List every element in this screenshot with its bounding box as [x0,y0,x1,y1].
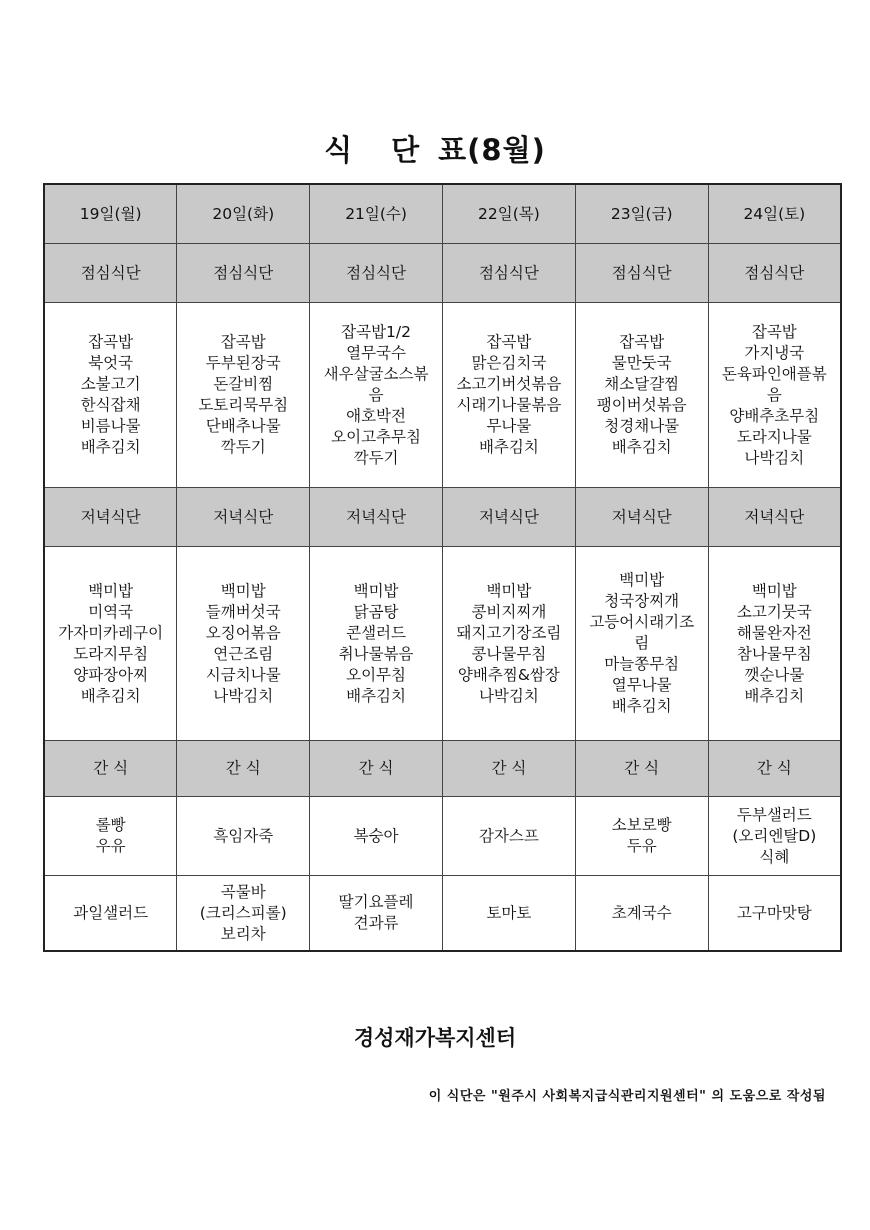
menu-item: 도라지나물 [736,427,812,446]
menu-item: 해물완자전 [736,623,812,642]
menu-item: 복숭아 [353,826,399,845]
lunch-label-cell: 점심식단 [44,244,177,303]
menu-item: 닭곰탕 [353,602,399,621]
menu-item: 흑임자죽 [213,826,274,845]
menu-item: 도라지무침 [73,644,149,663]
dinner-cell [442,547,575,741]
menu-item: 두부된장국 [205,354,281,372]
menu-item: 고구마맛탕 [736,903,812,922]
menu-item: 림 [634,634,650,652]
menu-item: 돼지고기장조림 [456,623,562,642]
menu-item: 콩나물무침 [471,644,547,663]
day-header-cell: 20일(화) [177,184,310,244]
day-header-cell: 23일(금) [575,184,708,244]
menu-item: 보리차 [220,924,266,943]
menu-item: 백미밥 [619,571,665,589]
dinner-cell [177,547,310,741]
menu-item: (크리스피롤) [199,903,287,922]
menu-item: 우유 [95,837,126,855]
dinner-label-row [44,488,841,547]
title-part-2: 단 [391,133,421,167]
snack2-cell [177,876,310,952]
day-header-cell: 22일(목) [442,184,575,244]
menu-item: 과일샐러드 [73,903,149,922]
menu-item: 새우살굴소스볶 [323,364,429,383]
menu-item: 잡곡밥 [220,333,266,351]
menu-item: 소보로빵 [611,816,672,834]
menu-item: 백미밥 [88,581,134,600]
menu-item: 배추김치 [611,438,672,456]
snack1-cell [708,797,841,876]
menu-item: 취나물볶음 [338,644,414,663]
lunch-label-cell: 점심식단 [575,244,708,303]
title-part-1: 식 [324,133,354,167]
lunch-cell [575,303,708,488]
snack2-cell [708,876,841,952]
lunch-label-cell: 점심식단 [310,244,443,303]
menu-item: 채소달걀찜 [604,375,680,393]
menu-item: 오이고추무침 [331,427,421,446]
menu-item: 두부샐러드 [736,805,812,824]
snack-label-cell: 간 식 [44,741,177,797]
dinner-cell [44,547,177,741]
dinner-label-cell: 저녁식단 [177,488,310,547]
lunch-cell [44,303,177,488]
menu-item: 나박김치 [213,686,274,705]
snack2-cell [575,876,708,952]
menu-item: 초계국수 [611,903,672,922]
menu-item: 백미밥 [486,581,532,600]
menu-item: (오리엔탈D) [732,826,817,845]
snack-label-cell: 간 식 [575,741,708,797]
dinner-cell [708,547,841,741]
menu-item: 연근조림 [213,644,274,663]
menu-item: 열무나물 [611,676,672,694]
menu-item: 토마토 [486,903,532,922]
menu-item: 돈육파인애플볶 [721,364,827,383]
menu-item: 음 [766,385,782,404]
menu-item: 들깨버섯국 [205,602,281,621]
menu-item: 나박김치 [744,448,805,467]
page-title [0,128,870,169]
menu-item: 시금치나물 [205,665,281,684]
menu-item: 단배추나물 [205,417,281,435]
menu-item: 나박김치 [478,686,539,705]
menu-item: 잡곡밥 [619,333,665,351]
menu-item: 돈갈비찜 [213,375,274,393]
lunch-label-cell: 점심식단 [177,244,310,303]
menu-item: 마늘쫑무침 [604,655,680,673]
dinner-row [44,547,841,741]
snack1-cell [44,797,177,876]
lunch-cell [442,303,575,488]
dinner-cell [310,547,443,741]
menu-item: 애호박전 [346,406,407,425]
menu-item: 곡물바 [220,882,266,901]
menu-item: 롤빵 [95,816,126,834]
snack1-cell [575,797,708,876]
day-header-cell: 24일(토) [708,184,841,244]
day-header-cell: 19일(월) [44,184,177,244]
menu-item: 물만둣국 [611,354,672,372]
dinner-label-cell: 저녁식단 [44,488,177,547]
menu-item: 잡곡밥 [486,333,532,351]
menu-item: 견과류 [353,914,399,932]
menu-item: 백미밥 [220,581,266,600]
dinner-cell [575,547,708,741]
menu-item: 비름나물 [80,417,141,435]
lunch-cell [310,303,443,488]
menu-item: 감자스프 [478,826,539,845]
menu-item: 잡곡밥 [751,322,797,341]
menu-item: 팽이버섯볶음 [596,396,687,414]
snack1-row [44,797,841,876]
footnote: 이 식단은 "원주시 사회복지급식관리지원센터" 의 도움으로 작성됨 [428,1089,826,1104]
menu-item: 청국장찌개 [604,592,680,610]
snack2-cell [44,876,177,952]
snack1-cell [177,797,310,876]
dinner-label-cell: 저녁식단 [442,488,575,547]
day-header-row [44,184,841,244]
menu-item: 깻순나물 [744,665,805,684]
menu-table [43,183,842,952]
menu-item: 백미밥 [751,581,797,600]
menu-item: 콘샐러드 [346,623,407,642]
menu-item: 소불고기 [80,375,141,393]
menu-item: 참나물무침 [736,644,812,663]
menu-item: 양파장아찌 [73,665,149,684]
lunch-cell [708,303,841,488]
menu-item: 배추김치 [80,686,141,705]
menu-item: 도토리묵무침 [198,396,289,414]
menu-item: 딸기요플레 [338,893,414,911]
menu-item: 소고기뭇국 [736,602,812,621]
menu-item: 열무국수 [346,343,407,362]
snack-label-cell: 간 식 [442,741,575,797]
menu-item: 깍두기 [220,438,266,456]
menu-item: 배추김치 [478,438,539,456]
dinner-label-cell: 저녁식단 [310,488,443,547]
menu-item: 음 [368,385,384,404]
menu-item: 식혜 [759,847,790,866]
menu-item: 배추김치 [346,686,407,705]
menu-item: 시래기나물볶음 [456,396,562,414]
snack1-cell [442,797,575,876]
snack-label-cell: 간 식 [310,741,443,797]
snack2-cell [442,876,575,952]
menu-item: 맑은김치국 [471,354,547,372]
dinner-label-cell: 저녁식단 [575,488,708,547]
menu-item: 미역국 [88,602,134,621]
lunch-label-row [44,244,841,303]
menu-item: 가자미카레구이 [58,623,164,642]
center-name: 경성재가복지센터 [353,1026,517,1050]
lunch-cell [177,303,310,488]
menu-item: 양배추초무침 [729,406,820,425]
menu-item: 오이무침 [346,665,407,684]
menu-item: 잡곡밥 [88,333,134,351]
menu-item: 배추김치 [744,686,805,705]
snack-label-cell: 간 식 [177,741,310,797]
menu-item: 배추김치 [611,697,672,715]
menu-item: 북엇국 [88,354,134,372]
menu-item: 잡곡밥1/2 [341,322,411,341]
snack2-cell [310,876,443,952]
menu-item: 무나물 [486,417,532,435]
menu-item: 한식잡채 [80,396,141,414]
snack2-row [44,876,841,952]
menu-item: 오징어볶음 [205,623,281,642]
menu-item: 두유 [626,837,657,855]
menu-item: 백미밥 [353,581,399,600]
menu-item: 배추김치 [80,438,141,456]
day-header-cell: 21일(수) [310,184,443,244]
menu-item: 고등어시래기조 [589,613,695,631]
menu-item: 소고기버섯볶음 [456,375,562,393]
lunch-row [44,303,841,488]
menu-item: 깍두기 [353,448,399,467]
menu-item: 청경채나물 [604,417,680,435]
title-part-3: 표(8월) [438,133,546,167]
menu-item: 가지냉국 [744,343,805,362]
snack1-cell [310,797,443,876]
lunch-label-cell: 점심식단 [708,244,841,303]
snack-label-row [44,741,841,797]
snack-label-cell: 간 식 [708,741,841,797]
menu-item: 양배추찜&쌈장 [457,665,560,684]
menu-item: 콩비지찌개 [471,602,547,621]
dinner-label-cell: 저녁식단 [708,488,841,547]
lunch-label-cell: 점심식단 [442,244,575,303]
